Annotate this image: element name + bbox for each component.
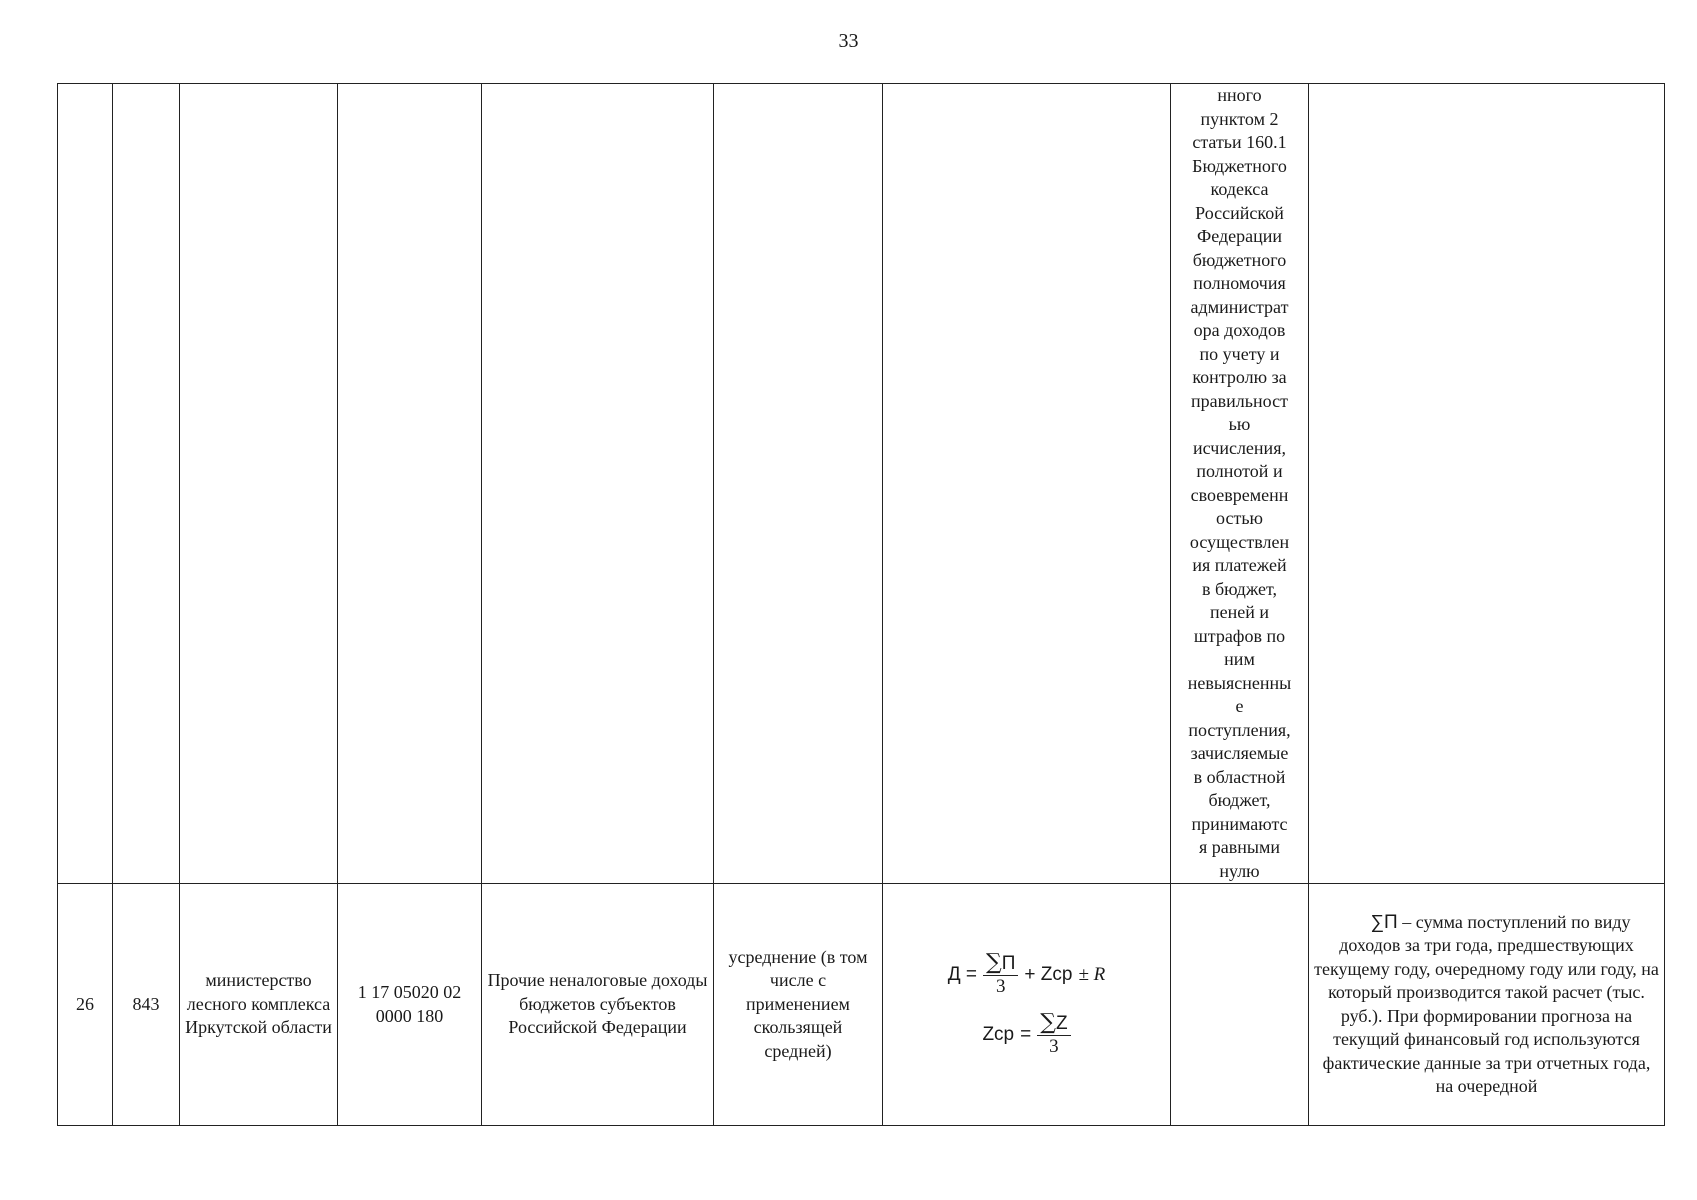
- zcp-fraction: [1037, 1009, 1070, 1058]
- zcp-denominator: 3: [1049, 1035, 1059, 1057]
- zcp-equals: =: [1020, 1023, 1032, 1045]
- formula-zcp: [887, 1009, 1166, 1058]
- row-number: 26: [58, 884, 113, 1126]
- sum-symbol: ∑: [986, 949, 1002, 975]
- formula-main: [887, 949, 1166, 998]
- table-row-26: [58, 884, 1665, 1126]
- administrator-name: министерство лесного комплекса Иркутской области: [180, 884, 338, 1126]
- sum-p-symbol: ∑П: [1370, 911, 1398, 933]
- cell-empty: [883, 84, 1171, 884]
- fraction-denominator: 3: [995, 975, 1006, 997]
- formula-pm-r: ± R: [1078, 963, 1106, 985]
- cell-empty: [113, 84, 180, 884]
- continued-note-text: нного пунктом 2 статьи 160.1 Бюджетного кодекса Российской Федерации бюджетного полномочия администрат ора доходов по учету и контролю за правильност ью исчисления, полнотой и своевременн остью осуществлен ия платежей в бюджет, пеней и штрафов по ним невыясненны е поступления, зачисляемые в областной бюджет, принимаютс я равными нулю: [1171, 84, 1309, 884]
- sum-symbol: ∑: [1040, 1009, 1056, 1035]
- variable-description: [1309, 884, 1665, 1126]
- cell-empty: [482, 84, 714, 884]
- income-forecast-table: [57, 83, 1665, 1126]
- formula-fraction: [983, 949, 1018, 998]
- income-name: Прочие неналоговые доходы бюджетов субъектов Российской Федерации: [482, 884, 714, 1126]
- cell-empty: [58, 84, 113, 884]
- kbk-code: 1 17 05020 02 0000 180: [338, 884, 482, 1126]
- cell-empty: [714, 84, 883, 884]
- forecast-method: усреднение (в том числе с применением скользящей средней): [714, 884, 883, 1126]
- continuation-row: [58, 84, 1665, 884]
- formula-plus-zcp: + Zср: [1024, 963, 1073, 985]
- cell-empty: [1171, 884, 1309, 1126]
- formula-lhs: Д =: [947, 963, 977, 985]
- formula-cell: [883, 884, 1171, 1126]
- fraction-numerator: П: [1001, 952, 1016, 974]
- cell-empty: [180, 84, 338, 884]
- zcp-lhs: Zср: [982, 1023, 1015, 1045]
- cell-empty: [1309, 84, 1665, 884]
- cell-empty: [338, 84, 482, 884]
- page-number: 33: [838, 30, 859, 52]
- description-text: – сумма поступлений по виду доходов за три года, предшествующих текущему году, очередному году или году, на который производится такой расчет (тыс. руб.). При формировании прогноза на текущий финансовый год используются фактические данные за три отчетных года, на очередной: [1314, 911, 1659, 1096]
- admin-code: 843: [113, 884, 180, 1126]
- zcp-numerator: Z: [1055, 1012, 1068, 1034]
